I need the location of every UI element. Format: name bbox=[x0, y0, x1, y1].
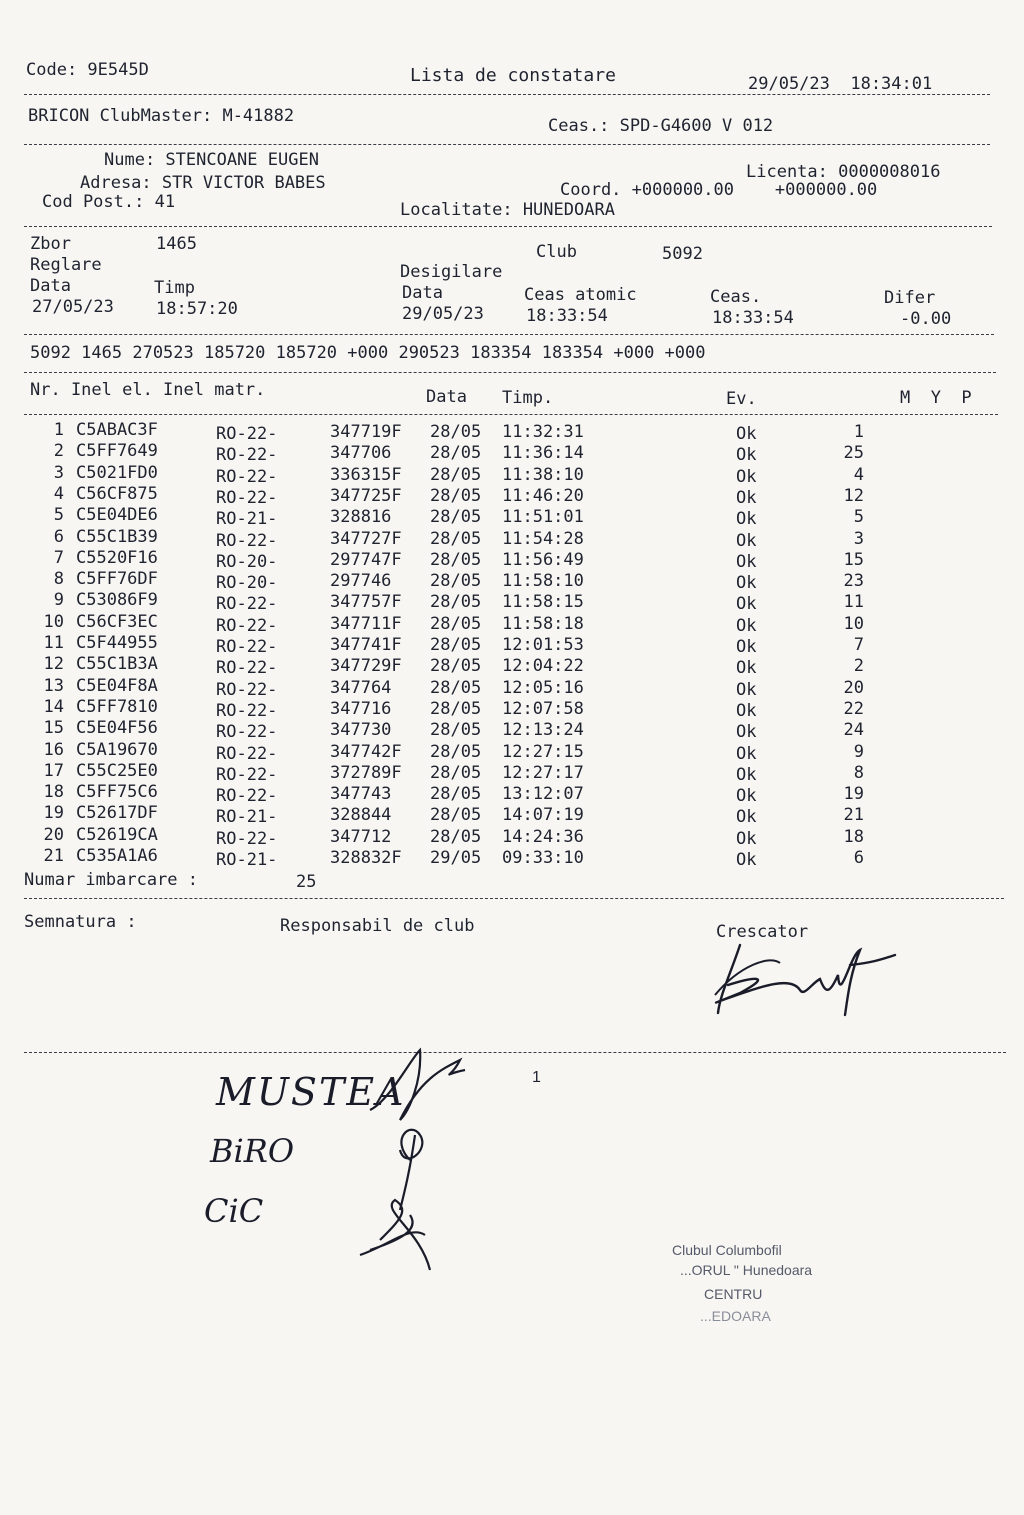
cell-date: 28/05 bbox=[430, 677, 482, 698]
table-row bbox=[0, 782, 1024, 807]
cell-m: 22 bbox=[843, 698, 864, 719]
club-label: Club bbox=[536, 242, 577, 262]
cell-matr2: 347764 bbox=[330, 677, 392, 698]
handwritten-name-2: BiRO bbox=[210, 1132, 295, 1170]
cell-nr: 21 bbox=[43, 846, 64, 866]
cell-matr: RO-22- bbox=[216, 530, 278, 551]
cell-inel: C5E04F56 bbox=[76, 718, 158, 739]
cell-time: 14:24:36 bbox=[502, 826, 584, 847]
divider bbox=[24, 1052, 1006, 1053]
cell-date: 28/05 bbox=[430, 805, 482, 826]
cell-matr: RO-22- bbox=[216, 466, 278, 487]
cell-date: 28/05 bbox=[430, 507, 482, 528]
cell-date: 28/05 bbox=[430, 720, 482, 741]
cell-matr: RO-22- bbox=[216, 424, 278, 444]
table-row bbox=[0, 654, 1024, 679]
cell-inel: C5E04DE6 bbox=[76, 505, 158, 526]
cell-time: 11:58:15 bbox=[502, 592, 584, 613]
cell-inel: C52617DF bbox=[76, 803, 158, 824]
cell-ev: Ok bbox=[736, 487, 757, 508]
table-row bbox=[0, 526, 1024, 551]
cell-nr: 17 bbox=[43, 760, 64, 781]
cell-inel: C5021FD0 bbox=[76, 462, 158, 483]
cell-nr: 3 bbox=[53, 462, 64, 483]
atomic-clock-label: Ceas atomic bbox=[524, 285, 637, 305]
table-row bbox=[0, 846, 1024, 870]
cell-m: 11 bbox=[843, 592, 864, 613]
cell-nr: 20 bbox=[43, 824, 64, 845]
divider bbox=[24, 94, 990, 95]
cell-time: 13:12:07 bbox=[502, 784, 584, 805]
cell-matr2: 372789F bbox=[330, 762, 402, 783]
divider bbox=[24, 144, 990, 145]
cell-date: 28/05 bbox=[430, 528, 482, 549]
table-row bbox=[0, 803, 1024, 828]
cell-matr2: 328816 bbox=[330, 507, 392, 528]
cell-nr: 1 bbox=[53, 420, 64, 440]
cell-date: 29/05 bbox=[430, 848, 482, 868]
cell-m: 24 bbox=[843, 720, 864, 741]
cell-matr: RO-22- bbox=[216, 594, 278, 615]
cell-date: 28/05 bbox=[430, 443, 482, 464]
cell-ev: Ok bbox=[736, 551, 757, 572]
table-row bbox=[0, 569, 1024, 594]
cell-nr: 2 bbox=[53, 441, 64, 462]
cell-inel: C53086F9 bbox=[76, 590, 158, 611]
cell-nr: 13 bbox=[43, 675, 64, 696]
cell-date: 28/05 bbox=[430, 635, 482, 655]
table-row bbox=[0, 824, 1024, 849]
table-row bbox=[0, 462, 1024, 487]
difference-label: Difer bbox=[884, 288, 936, 308]
cell-matr2: 347757F bbox=[330, 592, 402, 613]
cell-time: 12:27:15 bbox=[502, 741, 584, 762]
cell-matr2: 347730 bbox=[330, 720, 392, 741]
stamp-line-3: CENTRU bbox=[704, 1286, 763, 1302]
license-number: Licenta: 0000008016 bbox=[746, 162, 941, 182]
cell-matr: RO-22- bbox=[216, 786, 278, 807]
cell-time: 12:05:16 bbox=[502, 677, 584, 698]
table-row bbox=[0, 420, 1024, 444]
cell-m: 4 bbox=[853, 464, 864, 485]
stamp-line-2: ...ORUL " Hunedoara bbox=[680, 1262, 813, 1278]
cell-matr: RO-22- bbox=[216, 658, 278, 679]
cell-time: 11:46:20 bbox=[502, 485, 584, 506]
cell-matr: RO-22- bbox=[216, 445, 278, 466]
cell-ev: Ok bbox=[736, 637, 757, 657]
divider bbox=[24, 898, 1004, 899]
cell-m: 19 bbox=[843, 784, 864, 805]
cell-ev: Ok bbox=[736, 445, 757, 466]
code-line: 5092 1465 270523 185720 185720 +000 290523 183354 183354 +000 +000 bbox=[30, 343, 706, 363]
cell-inel: C56CF875 bbox=[76, 483, 158, 504]
cell-matr: RO-22- bbox=[216, 828, 278, 849]
column-header-event: Ev. bbox=[726, 389, 757, 409]
cell-m: 15 bbox=[843, 549, 864, 570]
cell-nr: 18 bbox=[43, 782, 64, 803]
cell-m: 8 bbox=[853, 762, 864, 783]
cell-inel: C5F44955 bbox=[76, 633, 158, 653]
page-number: 1 bbox=[532, 1069, 541, 1086]
cell-inel: C52619CA bbox=[76, 824, 158, 845]
cell-matr: RO-22- bbox=[216, 679, 278, 700]
cell-inel: C5ABAC3F bbox=[76, 420, 158, 440]
cell-inel: C5FF7649 bbox=[76, 441, 158, 462]
embark-count-value: 25 bbox=[296, 872, 317, 892]
cell-nr: 15 bbox=[43, 718, 64, 739]
cell-m: 9 bbox=[853, 741, 864, 762]
cell-matr2: 347712 bbox=[330, 826, 392, 847]
cell-time: 11:51:01 bbox=[502, 507, 584, 528]
cell-ev: Ok bbox=[736, 700, 757, 721]
cell-m: 20 bbox=[843, 677, 864, 698]
cell-m: 23 bbox=[843, 571, 864, 592]
cell-matr2: 347727F bbox=[330, 528, 402, 549]
flight-number: 1465 bbox=[156, 234, 197, 254]
cell-matr2: 328844 bbox=[330, 805, 392, 826]
cell-matr2: 347742F bbox=[330, 741, 402, 762]
cell-nr: 12 bbox=[43, 654, 64, 675]
cell-nr: 8 bbox=[53, 569, 64, 590]
cell-m: 21 bbox=[843, 805, 864, 826]
cell-nr: 14 bbox=[43, 696, 64, 717]
cell-nr: 7 bbox=[53, 547, 64, 568]
table-row bbox=[0, 633, 1024, 657]
table-row bbox=[0, 675, 1024, 700]
cell-date: 28/05 bbox=[430, 592, 482, 613]
document-title: Lista de constatare bbox=[410, 65, 616, 86]
embark-count-label: Numar imbarcare : bbox=[24, 870, 198, 890]
difference-value: -0.00 bbox=[900, 309, 952, 329]
cell-matr2: 347729F bbox=[330, 656, 402, 677]
locality: Localitate: HUNEDOARA bbox=[400, 200, 615, 220]
cell-date: 28/05 bbox=[430, 784, 482, 805]
cell-matr2: 347716 bbox=[330, 698, 392, 719]
clock-time: 18:33:54 bbox=[712, 308, 794, 328]
atomic-clock-time: 18:33:54 bbox=[526, 306, 608, 326]
club-number: 5092 bbox=[662, 244, 703, 264]
cell-m: 10 bbox=[843, 613, 864, 634]
cell-inel: C5A19670 bbox=[76, 739, 158, 760]
cell-matr2: 347743 bbox=[330, 784, 392, 805]
cell-nr: 5 bbox=[53, 505, 64, 526]
clock-label: Ceas.: SPD-G4600 V 012 bbox=[548, 116, 774, 136]
cell-date: 28/05 bbox=[430, 741, 482, 762]
cell-matr2: 328832F bbox=[330, 848, 402, 868]
cell-m: 12 bbox=[843, 485, 864, 506]
cell-ev: Ok bbox=[736, 424, 757, 444]
cell-matr: RO-20- bbox=[216, 573, 278, 594]
cell-m: 6 bbox=[853, 848, 864, 868]
cell-date: 28/05 bbox=[430, 549, 482, 570]
clock-col-label: Ceas. bbox=[710, 287, 762, 307]
print-datetime: 29/05/23 18:34:01 bbox=[748, 74, 933, 94]
table-row bbox=[0, 718, 1024, 743]
cell-ev: Ok bbox=[736, 573, 757, 594]
setting-time-label: Timp bbox=[154, 278, 195, 298]
setting-date: 27/05/23 bbox=[32, 297, 114, 317]
cell-matr: RO-21- bbox=[216, 509, 278, 530]
club-responsible-label: Responsabil de club bbox=[280, 916, 475, 936]
cell-ev: Ok bbox=[736, 509, 757, 530]
cell-time: 12:27:17 bbox=[502, 762, 584, 783]
column-header-rings: Nr. Inel el. Inel matr. bbox=[30, 380, 266, 400]
cell-matr2: 347725F bbox=[330, 485, 402, 506]
clubmaster-label: BRICON ClubMaster: M-41882 bbox=[28, 106, 295, 126]
cell-inel: C5E04F8A bbox=[76, 675, 158, 696]
cell-inel: C55C1B39 bbox=[76, 526, 158, 547]
unsealing-label: Desigilare bbox=[400, 262, 503, 282]
setting-label: Reglare bbox=[30, 255, 102, 275]
table-row bbox=[0, 547, 1024, 572]
cell-inel: C5FF76DF bbox=[76, 569, 158, 590]
cell-time: 11:32:31 bbox=[502, 422, 584, 442]
cell-time: 11:58:18 bbox=[502, 613, 584, 634]
cell-m: 7 bbox=[853, 635, 864, 655]
owner-address: Adresa: STR VICTOR BABES bbox=[80, 173, 326, 193]
table-row bbox=[0, 441, 1024, 466]
cell-nr: 6 bbox=[53, 526, 64, 547]
cell-matr2: 347706 bbox=[330, 443, 392, 464]
unsealing-date-label: Data bbox=[402, 283, 443, 303]
cell-time: 11:54:28 bbox=[502, 528, 584, 549]
owner-postcode: Cod Post.: 41 bbox=[42, 192, 176, 212]
cell-matr: RO-22- bbox=[216, 700, 278, 721]
cell-date: 28/05 bbox=[430, 656, 482, 677]
cell-time: 11:56:49 bbox=[502, 549, 584, 570]
cell-matr2: 347711F bbox=[330, 613, 402, 634]
table-row bbox=[0, 590, 1024, 615]
cell-time: 12:13:24 bbox=[502, 720, 584, 741]
cell-ev: Ok bbox=[736, 679, 757, 700]
divider bbox=[24, 334, 994, 335]
cell-matr: RO-22- bbox=[216, 722, 278, 743]
cell-matr: RO-22- bbox=[216, 764, 278, 785]
cell-time: 12:07:58 bbox=[502, 698, 584, 719]
cell-matr: RO-20- bbox=[216, 551, 278, 572]
cell-inel: C5FF75C6 bbox=[76, 782, 158, 803]
cell-matr2: 297746 bbox=[330, 571, 392, 592]
setting-date-label: Data bbox=[30, 276, 71, 296]
signature-label: Semnatura : bbox=[24, 912, 137, 932]
cell-inel: C55C25E0 bbox=[76, 760, 158, 781]
cell-time: 09:33:10 bbox=[502, 848, 584, 868]
commission-signatures bbox=[350, 1040, 480, 1280]
table-row bbox=[0, 760, 1024, 785]
cell-time: 11:36:14 bbox=[502, 443, 584, 464]
cell-ev: Ok bbox=[736, 786, 757, 807]
cell-ev: Ok bbox=[736, 530, 757, 551]
setting-time: 18:57:20 bbox=[156, 299, 238, 319]
table-row bbox=[0, 696, 1024, 721]
cell-ev: Ok bbox=[736, 594, 757, 615]
cell-matr2: 336315F bbox=[330, 464, 402, 485]
table-row bbox=[0, 739, 1024, 764]
cell-matr: RO-21- bbox=[216, 850, 278, 870]
cell-nr: 19 bbox=[43, 803, 64, 824]
cell-time: 11:58:10 bbox=[502, 571, 584, 592]
cell-ev: Ok bbox=[736, 828, 757, 849]
cell-inel: C5520F16 bbox=[76, 547, 158, 568]
cell-date: 28/05 bbox=[430, 826, 482, 847]
divider bbox=[24, 226, 992, 227]
cell-m: 2 bbox=[853, 656, 864, 677]
cell-ev: Ok bbox=[736, 807, 757, 828]
cell-nr: 9 bbox=[53, 590, 64, 611]
cell-time: 11:38:10 bbox=[502, 464, 584, 485]
unsealing-date: 29/05/23 bbox=[402, 304, 484, 324]
cell-time: 14:07:19 bbox=[502, 805, 584, 826]
cell-ev: Ok bbox=[736, 850, 757, 870]
cell-inel: C5FF7810 bbox=[76, 696, 158, 717]
cell-time: 12:01:53 bbox=[502, 635, 584, 655]
cell-date: 28/05 bbox=[430, 571, 482, 592]
divider bbox=[24, 372, 996, 373]
cell-date: 28/05 bbox=[430, 422, 482, 442]
cell-matr2: 347719F bbox=[330, 422, 402, 442]
column-header-date: Data bbox=[426, 387, 467, 407]
cell-m: 3 bbox=[853, 528, 864, 549]
cell-nr: 10 bbox=[43, 611, 64, 632]
cell-matr2: 347741F bbox=[330, 635, 402, 655]
table-row bbox=[0, 505, 1024, 530]
cell-m: 1 bbox=[853, 422, 864, 442]
cell-matr: RO-22- bbox=[216, 637, 278, 657]
owner-name: Nume: STENCOANE EUGEN bbox=[104, 150, 319, 170]
cell-inel: C535A1A6 bbox=[76, 846, 158, 866]
handwritten-name-1: MUSTEA bbox=[216, 1070, 406, 1114]
cell-m: 5 bbox=[853, 507, 864, 528]
cell-matr: RO-21- bbox=[216, 807, 278, 828]
cell-date: 28/05 bbox=[430, 485, 482, 506]
cell-m: 18 bbox=[843, 826, 864, 847]
column-header-time: Timp. bbox=[502, 388, 554, 408]
breeder-label: Crescator bbox=[716, 922, 809, 942]
cell-nr: 11 bbox=[43, 633, 64, 653]
handwritten-name-3: CiC bbox=[204, 1192, 264, 1230]
cell-date: 28/05 bbox=[430, 762, 482, 783]
cell-date: 28/05 bbox=[430, 464, 482, 485]
divider bbox=[24, 414, 998, 415]
stamp-line-1: Clubul Columbofil bbox=[672, 1242, 782, 1258]
cell-ev: Ok bbox=[736, 658, 757, 679]
code-label: Code: 9E545D bbox=[26, 60, 149, 80]
cell-nr: 16 bbox=[43, 739, 64, 760]
cell-date: 28/05 bbox=[430, 698, 482, 719]
cell-ev: Ok bbox=[736, 764, 757, 785]
coordinates: Coord. +000000.00 +000000.00 bbox=[560, 180, 878, 200]
stamp-line-4: ...EDOARA bbox=[700, 1308, 771, 1324]
cell-ev: Ok bbox=[736, 722, 757, 743]
cell-inel: C55C1B3A bbox=[76, 654, 158, 675]
flight-label: Zbor bbox=[30, 234, 71, 254]
cell-ev: Ok bbox=[736, 615, 757, 636]
cell-date: 28/05 bbox=[430, 613, 482, 634]
cell-matr2: 297747F bbox=[330, 549, 402, 570]
cell-time: 12:04:22 bbox=[502, 656, 584, 677]
cell-matr: RO-22- bbox=[216, 487, 278, 508]
table-row bbox=[0, 483, 1024, 508]
breeder-signature bbox=[700, 935, 910, 1025]
cell-ev: Ok bbox=[736, 743, 757, 764]
cell-matr: RO-22- bbox=[216, 743, 278, 764]
cell-m: 25 bbox=[843, 443, 864, 464]
cell-ev: Ok bbox=[736, 466, 757, 487]
cell-nr: 4 bbox=[53, 483, 64, 504]
cell-matr: RO-22- bbox=[216, 615, 278, 636]
cell-inel: C56CF3EC bbox=[76, 611, 158, 632]
table-row bbox=[0, 611, 1024, 636]
column-header-myp: M Y P bbox=[900, 388, 972, 408]
